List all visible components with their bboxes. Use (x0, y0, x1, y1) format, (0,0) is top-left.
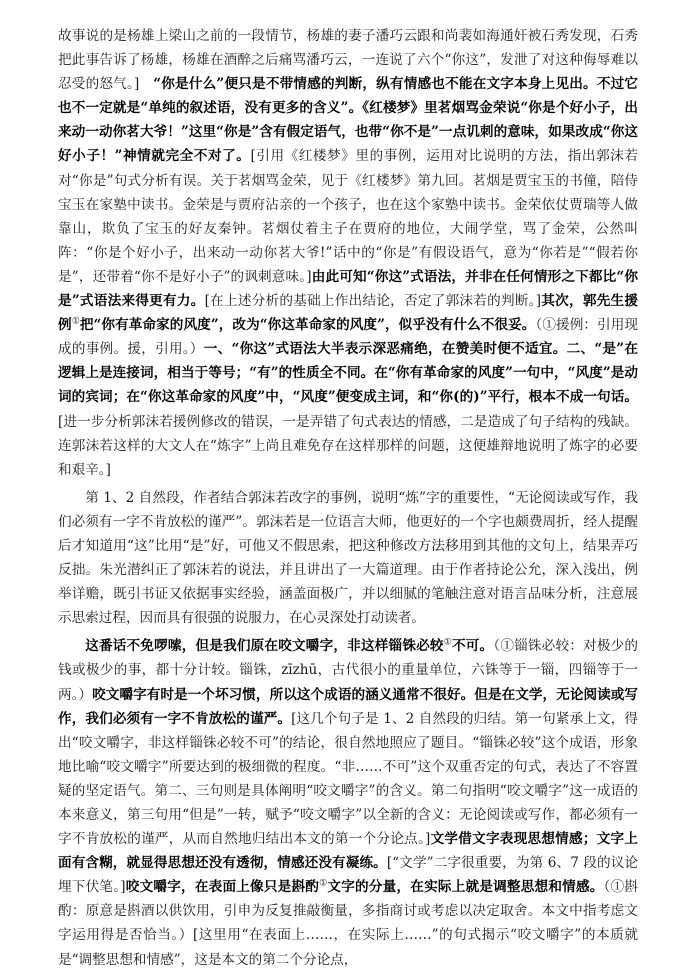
text-segment-bold: 把“你有革命家的风度”，改为“你这革命家的风度”，似乎没有什么不很妥。 (79, 317, 536, 334)
text-segment: （①斟酌：原意是斟酒以供饮用，引申为反复推敲衡量，多指商讨或考虑以决定取舍。本文中指考虑文字运用得是否恰当。）[这里用“在表面上……，在实际上……”的句式揭示“咬文嚼字”的本质就是“调整思想和情感”，这是本文的第二个分论点， (58, 879, 639, 968)
text-segment: （①锱铢必较：对极少的钱或极少的事，都十分计较。锱铢，zīzhū，古代很小的重量单位，六铢等于一锱，四锱等于一两。） (58, 638, 639, 703)
paragraph-summary (58, 486, 638, 631)
text-segment-bold: 这番话不免啰嗦，但是我们原在咬文嚼字，非这样锱铢必较 (85, 638, 444, 655)
text-segment: [在上述分析的基础上作出结论，否定了郭沫若的判断。] (204, 293, 542, 310)
text-segment-bold: 其次，郭先生援例 (58, 293, 638, 334)
text-segment: [这几个句子是 1、2 自然段的归结。第一句紧承上文，得出“咬文嚼字，非这样锱铢必较不可”的结论，很自然地照应了题目。“锱铢必较”这个成语，形象地比喻“咬文嚼字”所要达到的极细微的程度。“非……不可”这个双重否定的句式，表达了不容置疑的坚定语气。第二、三句则是具体阐明“咬文嚼字”的含义。第二句指明“咬文嚼字”这一成语的本来意义，第三句用“但是”一转，赋予“咬文嚼字”以全新的含义：无论阅读或写作，都必须有一字不肯放松的谨严，从而自然地归结出本文的第一个分论点。] (58, 710, 638, 848)
text-segment-bold: 由此可知“你这”式语法，并非在任何情形之下都比“你是”式语法来得更有力。 (58, 268, 638, 310)
text-segment: [“文学”二字很重要，为第 6、7 段的议论埋下伏笔。] (58, 855, 638, 896)
text-segment-bold: 文字的分量，在实际上就是调整思想和情感。 (327, 879, 604, 896)
text-segment-bold: “你是什么”便只是不带情感的判断，纵有情感也不能在文字本身上见出。不过它也不一定就是“单纯的叙述语，没有更多的含义”。《红楼梦》里茗烟骂金荣说“你是个好小子，出来动一动你茗大爷！”这里“你是”含有假定语气，也带“你不是”一点讥刺的意味，如果改成“你这好小子！”神情就完全不对了。 (58, 76, 638, 165)
paragraph-original-text (58, 634, 638, 971)
text-segment-bold: 文学借文字表现思想情感；文字上面有含糊，就显得思想还没有透彻，情感还没有凝练。 (58, 831, 639, 872)
document-page (58, 24, 638, 972)
footnote-marker: ① (71, 316, 80, 327)
text-segment-bold: 咬文嚼字，在表面上像只是斟酌 (125, 879, 320, 896)
text-segment: 故事说的是杨雄上梁山之前的一段情节，杨雄的妻子潘巧云跟和尚裴如海通奸被石秀发现，石秀把此事告诉了杨雄，杨雄在酒醉之后痛骂潘巧云，一连说了六个“你这”，发泄了对这种侮辱难以忍受的怒气。] (58, 28, 638, 93)
text-segment: [进一步分析郭沫若援例修改的错误，一是弄错了句式表达的情感，二是造成了句子结构的残缺。连郭沫若这样的大文人在“炼字”上尚且难免存在这样那样的问题，这便雄辩地说明了炼字的必要和艰辛。] (58, 413, 638, 478)
footnote-marker: ① (319, 878, 328, 889)
text-segment-bold: 不可。 (451, 638, 494, 655)
paragraph-continued-analysis (58, 24, 638, 482)
footnote-marker: ① (443, 637, 452, 648)
text-segment-bold: 咬文嚼字有时是一个坏习惯，所以这个成语的涵义通常不很好。但是在文学，无论阅读或写作，我们必须有一字不肯放松的谨严。 (58, 686, 639, 727)
text-segment: （①援例：引用现成的事例。援，引用。） (58, 317, 639, 358)
text-segment: [引用《红楼梦》里的事例，运用对比说明的方法，指出郭沫若对“你是”句式分析有误。关于茗烟骂金荣，见于《红楼梦》第九回。茗烟是贾宝玉的书僮，陪侍宝玉在家塾中读书。金荣是与贾府沾亲的一个孩子，也在这个家塾中读书。金荣依仗贾瑞等人做靠山，欺负了宝玉的好友秦钟。茗烟仗着主子在贾府的地位，大闹学堂，骂了金荣，公然叫阵：“你是个好小子，出来动一动你茗大爷!”话中的“你是”有假设语气，意为“你若是”“假若你是”，还带着“你不是好小子”的讽刺意味。] (58, 148, 638, 285)
text-segment: 第 1、2 自然段，作者结合郭沫若改字的事例，说明“炼”字的重要性，“无论阅读或写作，我们必须有一字不肯放松的谨严”。郭沫若是一位语言大师，他更好的一个字也颇费周折，经人提醒后才知道用“这”比用“是”好，可他又不假思索，把这种修改方法移用到其他的文句上，结果弄巧反拙。朱光潜纠正了郭沫若的说法，并且讲出了一大篇道理。由于作者持论公允，深入浅出，例举详赡，既引书证又依据事实经验，涵盖面极广，并以细腻的笔触注意对语言品味分析，注意展示思索过程，因而具有很强的说服力，在心灵深处打动读者。 (58, 489, 638, 627)
text-segment-bold: 一、“你这”式语法大半表示深恶痛绝，在赞美时便不适宜。二、“是”在逻辑上是连接词，相当于等号；“有”的性质全不同。在“你有革命家的风度”一句中，“风度”是动词的宾词；在“你这革命家的风度”中，“风度”便变成主词，和“你(的)”平行，根本不成一句话。 (58, 341, 638, 406)
